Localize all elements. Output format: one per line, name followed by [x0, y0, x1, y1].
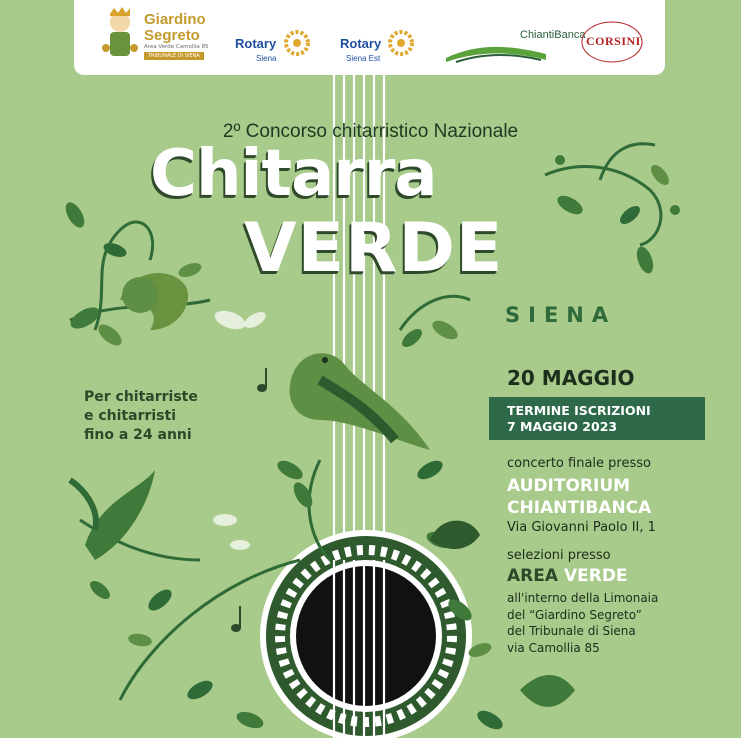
sponsor-bar [74, 0, 665, 75]
concert-venue-line2: CHIANTIBANCA [507, 498, 652, 518]
deadline-date: 7 MAGGIO 2023 [507, 419, 618, 434]
rotary-wheel-icon [388, 30, 414, 56]
rotary-siena-est-name: Rotary [340, 36, 382, 51]
music-note-icon [231, 368, 267, 632]
rotary-siena-name: Rotary [235, 36, 277, 51]
selection-venue [507, 566, 628, 586]
selection-detail-line: via Camollia 85 [507, 640, 600, 655]
selection-label: selezioni presso [507, 548, 611, 563]
selection-details [507, 590, 658, 656]
corsini-logo: CORSINI [586, 34, 641, 48]
selection-venue-word2: VERDE [563, 566, 628, 586]
audience-line: e chitarristi [84, 408, 177, 424]
event-subtitle: 2º Concorso chitarristico Nazionale [222, 121, 519, 142]
title-siena: SIENA [505, 303, 617, 327]
giardino-segreto-logo-icon [100, 4, 140, 66]
giardino-segreto-line1: Giardino [144, 11, 206, 28]
concert-label: concerto finale presso [507, 456, 651, 471]
selection-detail-line: del “Giardino Segreto” [507, 607, 642, 622]
deadline-box [489, 397, 705, 440]
audience-line: fino a 24 anni [84, 427, 192, 443]
giardino-segreto-tag: TRIBUNALE DI SIENA [144, 52, 204, 60]
bird-left-bottom [70, 470, 155, 560]
title-chitarra: Chitarra [150, 137, 437, 211]
concert-venue [507, 475, 651, 519]
audience-line: Per chitarriste [84, 389, 198, 405]
audience-text [84, 388, 198, 445]
chiantibanca-hills-icon [446, 40, 546, 66]
giardino-segreto-sub: Area Verde Camollia 85 [144, 44, 209, 50]
selection-detail-line: del Tribunale di Siena [507, 624, 636, 638]
rotary-siena-sub: Siena [256, 54, 277, 63]
selection-venue-word1: AREA [507, 566, 559, 586]
giardino-segreto-line2: Segreto [144, 27, 200, 44]
selection-detail-line: all'interno della Limonaia [507, 591, 659, 605]
rotary-wheel-icon [284, 30, 310, 56]
concert-address: Via Giovanni Paolo II, 1 [507, 520, 656, 535]
deadline-label: TERMINE ISCRIZIONI [507, 403, 651, 418]
rotary-siena-est-sub: Siena Est [346, 54, 381, 63]
chiantibanca-logo: ChiantiBanca [520, 29, 586, 41]
bird-center [290, 353, 430, 450]
giardino-segreto-logo [144, 12, 206, 44]
concert-venue-line1: AUDITORIUM [507, 476, 631, 496]
event-date: 20 MAGGIO [507, 366, 635, 390]
bird-left-top [120, 273, 188, 330]
title-verde: VERDE [244, 209, 504, 288]
